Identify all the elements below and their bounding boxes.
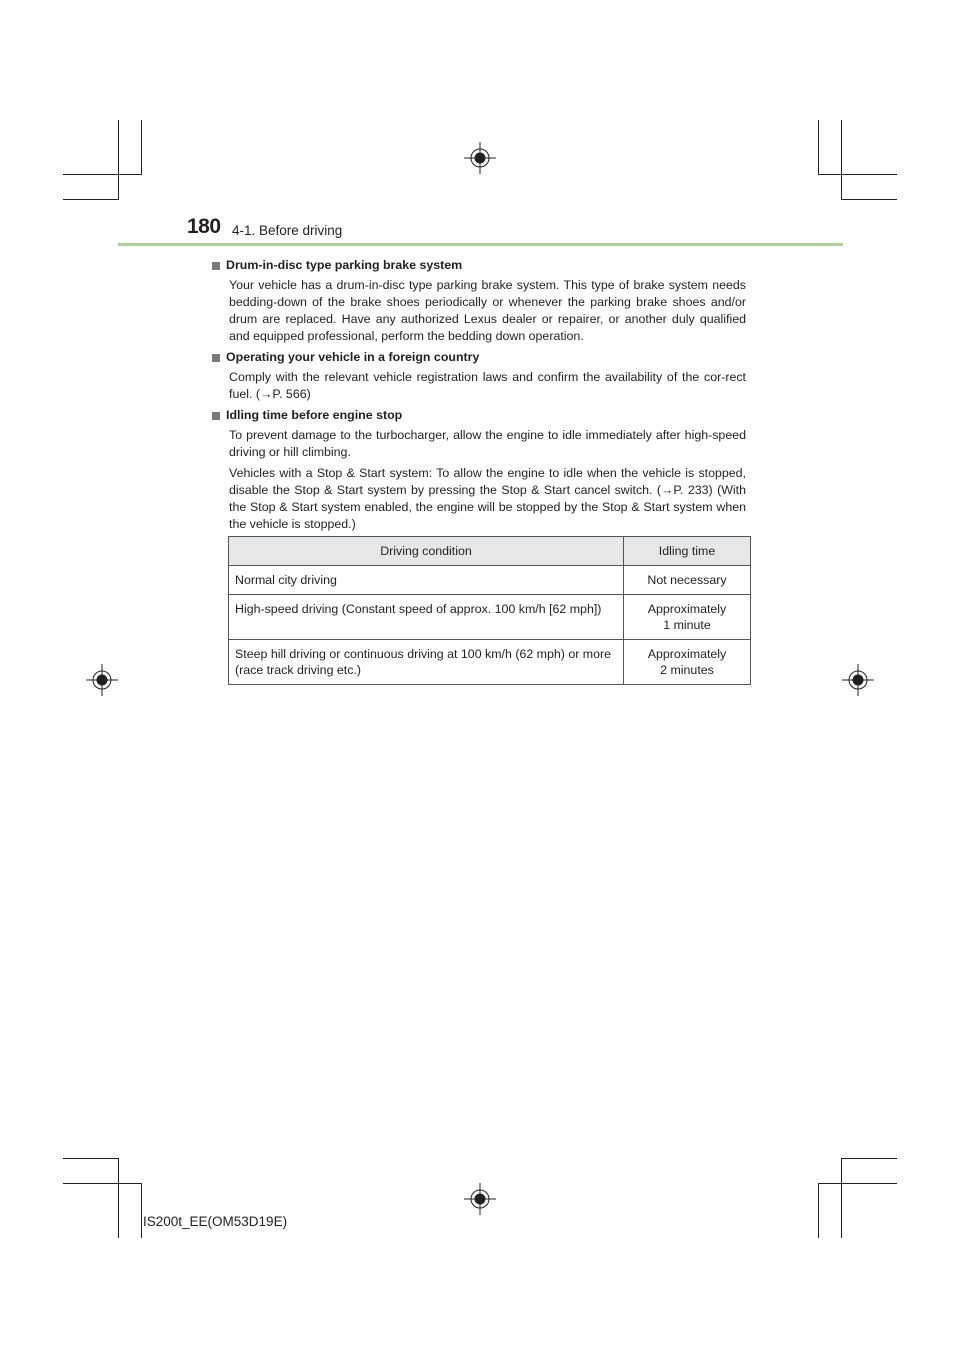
table-cell: High-speed driving (Constant speed of approx. 100 km/h [62 mph]) (229, 595, 624, 640)
idling-time-table (228, 536, 751, 685)
header-rule (118, 243, 843, 246)
registration-mark-icon (842, 664, 874, 696)
table-header: Driving condition (229, 537, 624, 566)
table-cell: Steep hill driving or continuous driving at 100 km/h (62 mph) or more (race track driving etc.) (229, 640, 624, 685)
crop-mark (818, 174, 897, 175)
crop-mark (141, 1183, 142, 1238)
table-cell: Normal city driving (229, 566, 624, 595)
table-row (229, 640, 751, 685)
item-idling-time (212, 407, 746, 533)
crop-mark (841, 1158, 842, 1238)
content (212, 257, 746, 537)
crop-mark (841, 120, 842, 200)
paragraph: Comply with the relevant vehicle registration laws and confirm the availability of the cor-rect fuel. (→P. 566) (229, 370, 746, 401)
time-line: Approximately (647, 647, 727, 661)
time-line: 2 minutes (660, 663, 714, 677)
paragraph: Your vehicle has a drum-in-disc type parking brake system. This type of brake system needs bedding-down of the brake shoes periodically or whenever the parking brake shoes and/or drum are replaced. Have any authorized Lexus dealer or repairer, or another duly qualified and equipped professional, perform the bedding down operation. (229, 278, 746, 343)
square-bullet-icon (212, 412, 220, 420)
crop-mark (818, 1183, 819, 1238)
crop-mark (141, 120, 142, 175)
table-cell: Not necessary (624, 566, 751, 595)
square-bullet-icon (212, 262, 220, 270)
crop-mark (841, 199, 897, 200)
item-heading: Drum-in-disc type parking brake system (226, 258, 463, 272)
crop-mark (118, 120, 119, 200)
item-parking-brake (212, 257, 746, 345)
table-header: Idling time (624, 537, 751, 566)
registration-mark-icon (464, 1183, 496, 1215)
item-heading: Idling time before engine stop (226, 408, 403, 422)
table-row (229, 595, 751, 640)
crop-mark (63, 174, 142, 175)
crop-mark (63, 199, 119, 200)
item-heading: Operating your vehicle in a foreign country (226, 350, 480, 364)
table-cell (624, 640, 751, 685)
crop-mark (841, 1158, 897, 1159)
document-code: IS200t_EE(OM53D19E) (143, 1214, 288, 1229)
table-cell (624, 595, 751, 640)
crop-mark (118, 1158, 119, 1238)
registration-mark-icon (464, 142, 496, 174)
paragraph: Vehicles with a Stop & Start system: To allow the engine to idle when the vehicle is stopped, disable the Stop & Start system by pressing the Stop & Start cancel switch. (→P. 233) (With the Stop & Start system enabled, the engine will be stopped by the Stop & Start system when the vehicle is stopped.) (229, 466, 746, 531)
crop-mark (818, 120, 819, 175)
table-row (229, 566, 751, 595)
time-line: Approximately (647, 602, 727, 616)
square-bullet-icon (212, 354, 220, 362)
crop-mark (63, 1158, 119, 1159)
crop-mark (63, 1183, 142, 1184)
registration-mark-icon (86, 664, 118, 696)
section-title: 4-1. Before driving (232, 223, 343, 238)
time-line: 1 minute (663, 618, 711, 632)
item-foreign-country (212, 349, 746, 403)
paragraph: To prevent damage to the turbocharger, allow the engine to idle immediately after high-speed driving or hill climbing. (229, 428, 746, 459)
crop-mark (818, 1183, 897, 1184)
page-number: 180 (187, 215, 221, 238)
